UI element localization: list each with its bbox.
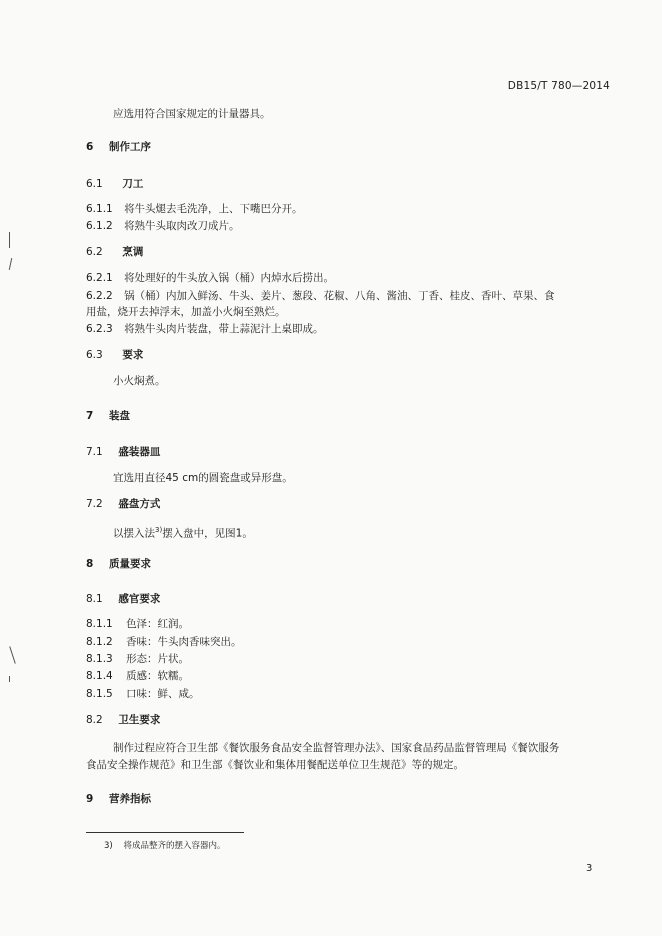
section-title: 制作工序: [108, 141, 151, 153]
scan-mark: [9, 676, 10, 682]
clause-text: 将处理好的牛头放入锅（桶）内焯水后捞出。: [124, 272, 335, 284]
clause-text: 锅（桶）内加入鲜汤、牛头、姜片、葱段、花椒、八角、酱油、丁香、桂皮、香叶、草果、食: [124, 290, 555, 302]
section-title: 装盘: [108, 410, 130, 422]
section-title: 质量要求: [108, 558, 151, 570]
clause-text: 香味：牛头肉香味突出。: [126, 636, 242, 648]
standard-code: DB15/T 780—2014: [507, 80, 610, 92]
footnote-text: 将成品整齐的摆入容器内。: [123, 841, 226, 851]
clause-number: 8.1.4: [86, 670, 113, 682]
clause-6-2-2-continued: 用盐，烧开去掉浮末，加盖小火焖至熟烂。: [86, 306, 286, 318]
clause-number: 8.1.2: [86, 636, 113, 648]
clause-6-1-1: [86, 201, 303, 217]
scan-mark: [9, 646, 16, 663]
clause-number: 6.2.3: [86, 323, 113, 335]
section-6-1-heading: [86, 176, 143, 191]
footnote-rule: [86, 832, 244, 833]
section-7-heading: [86, 408, 130, 423]
section-title: 烹调: [122, 246, 144, 258]
intro-line: 应选用符合国家规定的计量器具。: [113, 108, 271, 120]
clause-6-1-2: [86, 218, 240, 234]
clause-6-2-3: [86, 321, 324, 337]
clause-8-1-4: [86, 668, 189, 684]
section-title: 刀工: [122, 178, 144, 190]
footnote-ref[interactable]: 3): [155, 526, 163, 534]
section-title: 盛盘方式: [118, 498, 161, 510]
footnote-marker: 3): [104, 841, 113, 851]
section-6-3-text: 小火焖煮。: [113, 375, 166, 387]
section-6-3-heading: [86, 347, 143, 362]
section-9-heading: [86, 791, 151, 806]
clause-text: 将熟牛头取肉改刀成片。: [124, 220, 240, 232]
footnote: [104, 839, 225, 851]
section-8-1-heading: [86, 591, 160, 606]
section-number: 6.1: [86, 178, 103, 190]
clause-number: 8.1.5: [86, 688, 113, 700]
clause-number: 6.1.2: [86, 220, 113, 232]
section-8-2-text: 制作过程应符合卫生部《餐饮服务食品安全监督管理办法》、国家食品药品监督管理局《餐饮服务: [113, 742, 560, 754]
section-number: 6.2: [86, 246, 103, 258]
section-title: 营养指标: [108, 793, 151, 805]
clause-text: 形态：片状。: [126, 653, 190, 665]
section-number: 7.2: [86, 498, 103, 510]
section-7-2-text: [113, 522, 253, 542]
section-number: 9: [86, 793, 94, 805]
clause-8-1-3: [86, 651, 189, 667]
section-number: 8: [86, 558, 94, 570]
clause-8-1-5: [86, 686, 200, 702]
clause-text: 将牛头煺去毛洗净，上、下嘴巴分开。: [124, 203, 303, 215]
section-number: 8.2: [86, 714, 103, 726]
section-number: 7.1: [86, 446, 103, 458]
clause-text: 色泽：红润。: [126, 618, 190, 630]
section-number: 7: [86, 410, 94, 422]
section-title: 卫生要求: [118, 714, 161, 726]
clause-6-2-2: [86, 288, 555, 304]
clause-number: 8.1.1: [86, 618, 113, 630]
section-title: 感官要求: [118, 593, 161, 605]
clause-text: 质感：软糯。: [126, 670, 190, 682]
section-8-2-heading: [86, 712, 160, 727]
section-8-heading: [86, 556, 151, 571]
text-part: 摆入盘中，见图1。: [162, 527, 253, 540]
clause-6-2-1: [86, 270, 334, 286]
scan-mark: [9, 258, 12, 270]
section-6-heading: [86, 139, 151, 154]
clause-number: 8.1.3: [86, 653, 113, 665]
scan-mark: [9, 232, 10, 248]
text-part: 以摆入法: [113, 527, 155, 540]
clause-number: 6.2.1: [86, 272, 113, 284]
section-number: 6.3: [86, 349, 103, 361]
section-7-2-heading: [86, 496, 160, 511]
clause-8-1-2: [86, 634, 242, 650]
clause-number: 6.2.2: [86, 290, 113, 302]
section-7-1-heading: [86, 444, 160, 459]
clause-8-1-1: [86, 616, 189, 632]
clause-text: 将熟牛头肉片装盘，带上蒜泥汁上桌即成。: [124, 323, 324, 335]
section-number: 8.1: [86, 593, 103, 605]
section-8-2-text-continued: 食品安全操作规范》和卫生部《餐饮业和集体用餐配送单位卫生规范》等的规定。: [86, 759, 464, 771]
clause-text: 口味：鲜、咸。: [126, 688, 200, 700]
section-number: 6: [86, 141, 94, 153]
section-title: 要求: [122, 349, 144, 361]
section-7-1-text: 宜选用直径45 cm的圆瓷盘或异形盘。: [113, 472, 293, 484]
section-6-2-heading: [86, 244, 143, 259]
page-number: 3: [586, 863, 593, 874]
section-title: 盛装器皿: [118, 446, 161, 458]
clause-number: 6.1.1: [86, 203, 113, 215]
